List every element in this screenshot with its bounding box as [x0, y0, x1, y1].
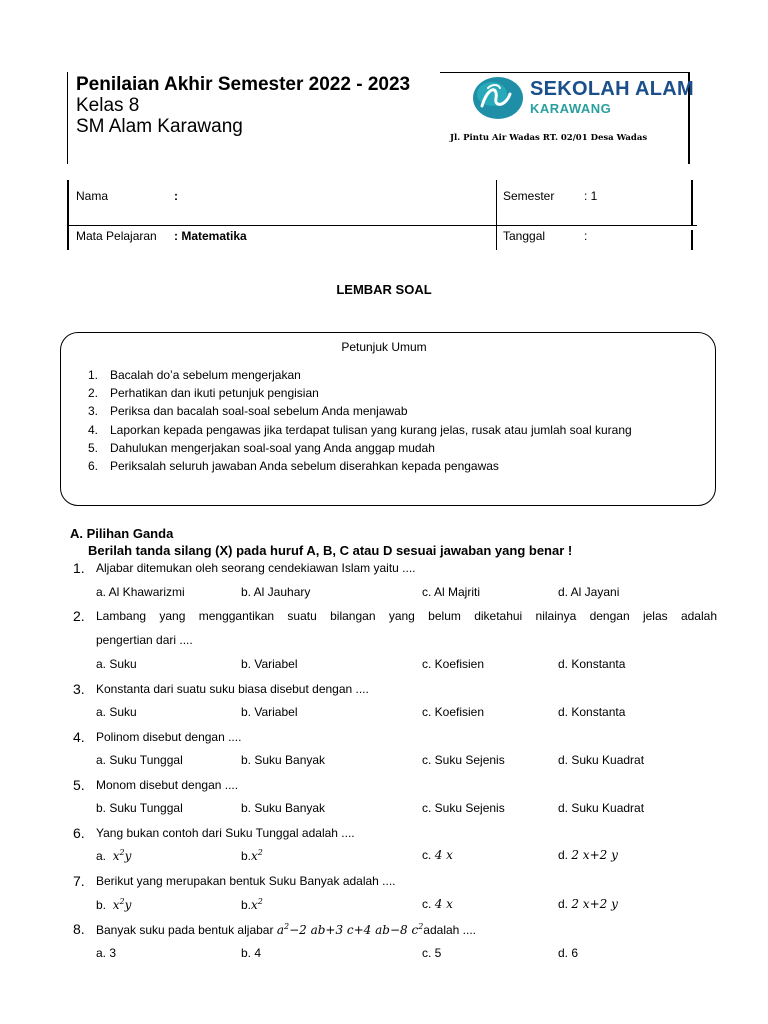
- option-d: d. Suku Kuadrat: [558, 753, 645, 767]
- semester-value: : 1: [584, 189, 598, 203]
- instruction-item: 5. Dahulukan mengerjakan soal-soal yang Anda anggap mudah: [88, 441, 435, 455]
- option-d: d. 6: [558, 946, 579, 960]
- option-a: a. Suku Tunggal: [96, 753, 183, 767]
- option-d: d. 2 x+2 y: [558, 897, 618, 911]
- instruction-item: 2. Perhatikan dan ikuti petunjuk pengisian: [88, 386, 319, 400]
- option-b: b. Suku Banyak: [241, 753, 326, 767]
- option-c: c. Al Majriti: [422, 585, 481, 599]
- instruction-item: 4. Laporkan kepada pengawas jika terdapat tulisan yang kurang jelas, rusak atau jumlah soal kurang: [88, 423, 632, 437]
- question-number: 8.: [73, 921, 85, 937]
- question-number: 4.: [73, 729, 85, 745]
- instruction-item: 3. Periksa dan bacalah soal-soal sebelum Anda menjawab: [88, 404, 408, 418]
- option-b: b. Suku Banyak: [241, 801, 326, 815]
- question-number: 3.: [73, 681, 85, 697]
- question-text: Berikut yang merupakan bentuk Suku Banyak adalah ....: [96, 874, 396, 888]
- option-a: a. Al Khawarizmi: [96, 585, 185, 599]
- instruction-item: 6. Periksalah seluruh jawaban Anda sebelum diserahkan kepada pengawas: [88, 459, 499, 473]
- school-address: Jl. Pintu Air Wadas RT. 02/01 Desa Wadas: [450, 133, 648, 143]
- question-number: 5.: [73, 777, 85, 793]
- question-number: 2.: [73, 608, 85, 624]
- mapel-value: : Matematika: [174, 229, 247, 243]
- question-text: Lambang yang menggantikan suatu bilangan yang belum diketahui nilainya dengan jelas adalah: [96, 609, 717, 623]
- option-c: c. Koefisien: [422, 657, 485, 671]
- option-b: b. Al Jauhary: [241, 585, 311, 599]
- exam-title: Penilaian Akhir Semester 2022 - 2023: [76, 74, 411, 95]
- question-text: Banyak suku pada bentuk aljabar $a^2-2$ ab+3 c+4 ab−8 $c^2adalah$ ....: [96, 922, 477, 937]
- logo-text-karawang: KARAWANG: [530, 101, 612, 116]
- question-number: 6.: [73, 825, 85, 841]
- school-name: SM Alam Karawang: [76, 116, 243, 137]
- option-c: c. 4 x: [422, 897, 453, 911]
- option-a: b. $x^2y$: [96, 897, 132, 912]
- question-text-continued: pengertian dari ....: [96, 633, 193, 647]
- logo-text-sekolah-alam: SEKOLAH ALAM: [530, 78, 694, 100]
- nama-label: Nama: [76, 189, 109, 203]
- option-a: a. Suku: [96, 657, 137, 671]
- nama-separator: :: [174, 189, 178, 203]
- question-text: Aljabar ditemukan oleh seorang cendekiawan Islam yaitu ....: [96, 561, 416, 575]
- header-left-border: [67, 72, 68, 164]
- question-text: Konstanta dari suatu suku biasa disebut dengan ....: [96, 682, 369, 696]
- section-a-instruction: Berilah tanda silang (X) pada huruf A, B, C atau D sesuai jawaban yang benar !: [88, 543, 573, 558]
- option-d: d. Suku Kuadrat: [558, 801, 645, 815]
- tanggal-label: Tanggal: [503, 229, 546, 243]
- option-d: d. Konstanta: [558, 705, 626, 719]
- section-a-title: A. Pilihan Ganda: [70, 526, 174, 541]
- option-c: c. Koefisien: [422, 705, 485, 719]
- header-top-border: [440, 72, 690, 73]
- option-b: b. Variabel: [241, 657, 298, 671]
- option-d: d. 2 x+2 y: [558, 848, 618, 862]
- class-label: Kelas 8: [76, 95, 140, 116]
- option-d: d. Al Jayani: [558, 585, 620, 599]
- option-c: c. Suku Sejenis: [422, 801, 505, 815]
- instructions-box: [60, 332, 716, 506]
- option-b: b. Variabel: [241, 705, 298, 719]
- semester-label: Semester: [503, 189, 555, 203]
- question-text: Yang bukan contoh dari Suku Tunggal adalah ....: [96, 826, 355, 840]
- option-a: a. 3: [96, 946, 117, 960]
- option-b: b. 4: [241, 946, 262, 960]
- option-b: $b.x^2$: [241, 897, 263, 912]
- school-logo-icon: [472, 76, 524, 120]
- question-text: Monom disebut dengan ....: [96, 778, 239, 792]
- question-number: 1.: [73, 560, 85, 576]
- option-a: a. Suku: [96, 705, 137, 719]
- instruction-item: 1. Bacalah do’a sebelum mengerjakan: [88, 368, 301, 382]
- option-a: b. Suku Tunggal: [96, 801, 183, 815]
- option-c: c. 5: [422, 946, 442, 960]
- question-number: 7.: [73, 873, 85, 889]
- mapel-label: Mata Pelajaran: [76, 229, 157, 243]
- sheet-title: LEMBAR SOAL: [336, 282, 432, 297]
- option-b: $b.x^2$: [241, 848, 263, 863]
- tanggal-separator: :: [584, 229, 588, 243]
- option-c: c. Suku Sejenis: [422, 753, 505, 767]
- question-text: Polinom disebut dengan ....: [96, 730, 242, 744]
- option-a: a. $x^2y$: [96, 848, 132, 863]
- option-c: c. 4 x: [422, 848, 453, 862]
- instructions-title: Petunjuk Umum: [341, 340, 427, 354]
- option-d: d. Konstanta: [558, 657, 626, 671]
